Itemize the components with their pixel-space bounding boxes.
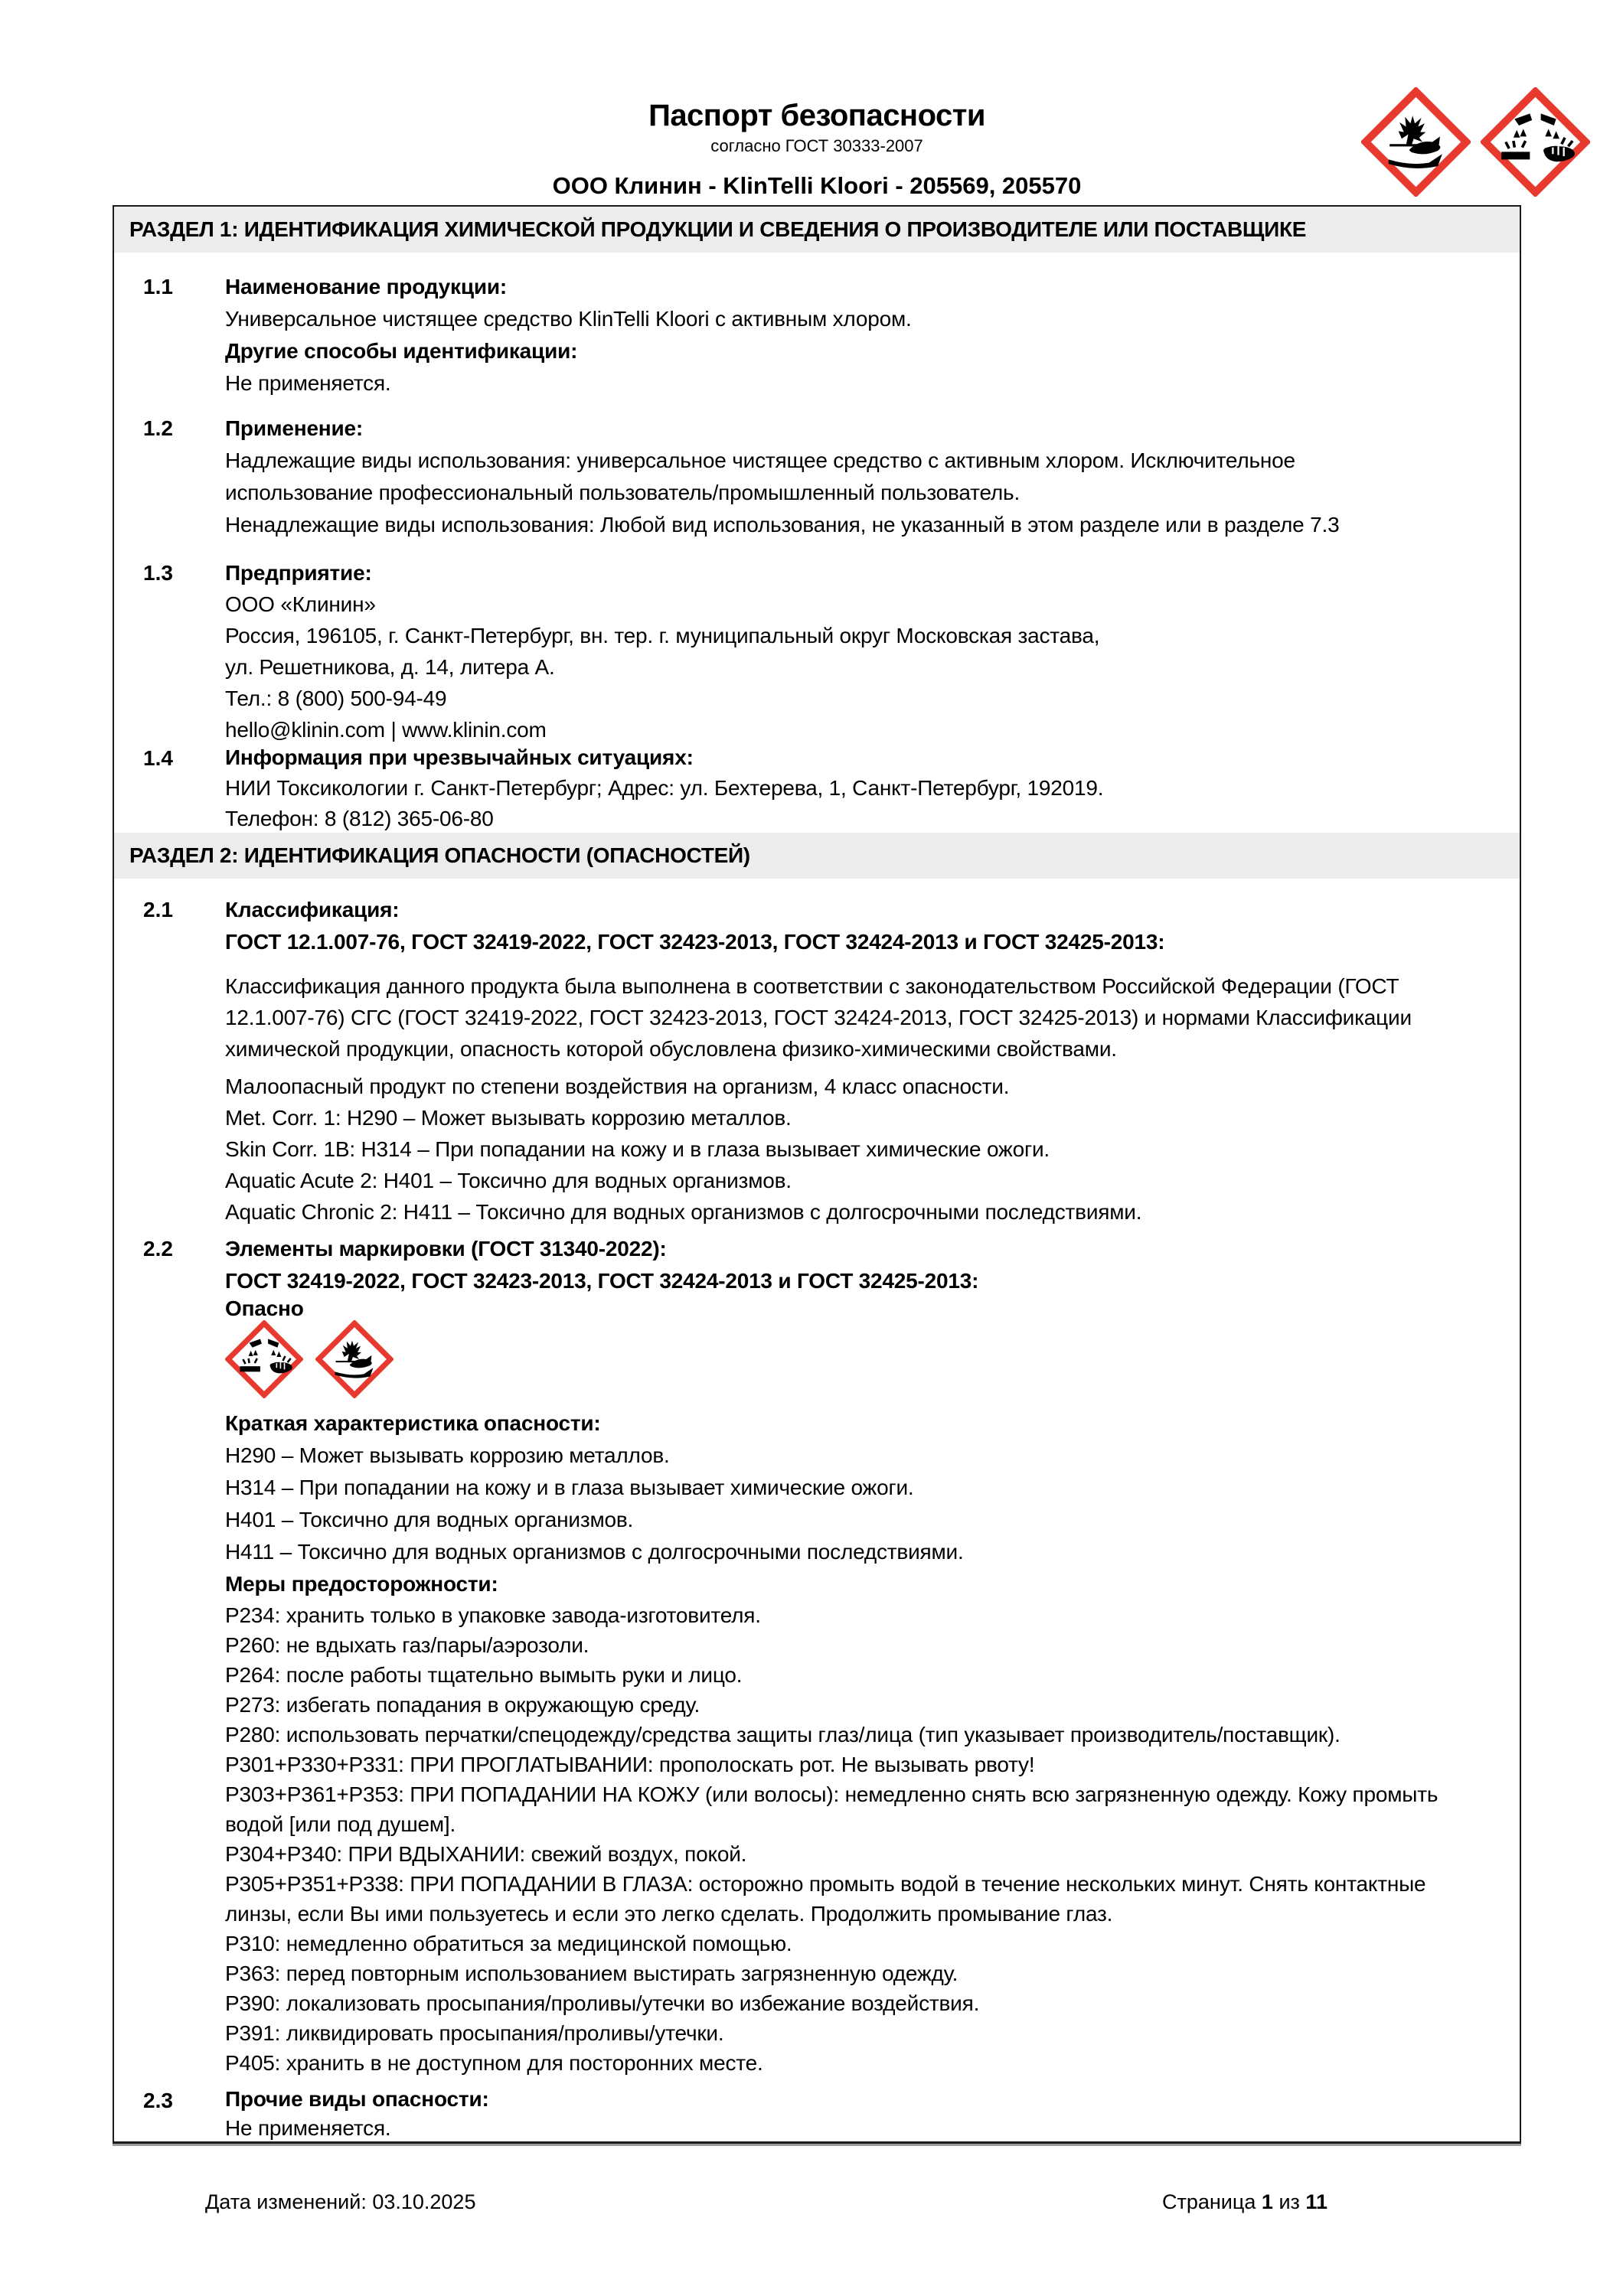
text-line: Не применяется. <box>225 371 391 395</box>
item-number: 1.4 <box>143 746 173 770</box>
text-line: Другие способы идентификации: <box>225 339 578 363</box>
text-line: Классификация данного продукта была выполнена в соответствии с законодательством Российской Федерации (ГОСТ <box>225 974 1399 998</box>
precaution-statements <box>225 1600 1520 2078</box>
precaution-heading: Меры предосторожности: <box>225 1572 498 1596</box>
text-line: H411 – Токсично для водных организмов с долгосрочными последствиями. <box>225 1540 964 1564</box>
revision-date: Дата изменений: 03.10.2025 <box>205 2190 476 2213</box>
section-1-1 <box>143 271 1520 400</box>
text-line: hello@klinin.com | www.klinin.com <box>225 718 547 742</box>
item-line: Не применяется. <box>225 2116 391 2140</box>
text-line: P280: использовать перчатки/спецодежду/средства защиты глаз/лица (тип указывает производитель/поставщик). <box>225 1723 1341 1746</box>
text-line: использование профессиональный пользователь/промышленный пользователь. <box>225 481 1020 504</box>
ghs-environment-icon <box>1361 87 1471 197</box>
ghs-environment-icon <box>315 1320 394 1398</box>
item-lines <box>225 589 1520 745</box>
text-line: P305+P351+P338: ПРИ ПОПАДАНИИ В ГЛАЗА: осторожно промыть водой в течение нескольких минут. Снять контактные <box>225 1872 1426 1896</box>
text-line: P273: избегать попадания в окружающую среду. <box>225 1693 700 1717</box>
text-line: Ненадлежащие виды использования: Любой вид использования, не указанный в этом разделе или в разделе 7.3 <box>225 513 1340 536</box>
document-title: Паспорт безопасности <box>648 99 985 132</box>
hazard-statements-heading: Краткая характеристика опасности: <box>225 1411 601 1435</box>
text-line: Россия, 196105, г. Санкт-Петербург, вн. тер. г. муниципальный округ Московская застава, <box>225 624 1100 647</box>
document-body <box>113 205 1521 2144</box>
gost-list-line: ГОСТ 12.1.007-76, ГОСТ 32419-2022, ГОСТ 32423-2013, ГОСТ 32424-2013 и ГОСТ 32425-2013: <box>225 930 1165 954</box>
text-line: ООО «Клинин» <box>225 592 376 616</box>
text-line: P363: перед повторным использованием выстирать загрязненную одежду. <box>225 1962 958 1985</box>
section-2-header: РАЗДЕЛ 2: ИДЕНТИФИКАЦИЯ ОПАСНОСТИ (ОПАСНОСТЕЙ) <box>114 833 1520 879</box>
section-2-3 <box>143 2085 1520 2143</box>
text-line: ул. Решетникова, д. 14, литера А. <box>225 655 555 679</box>
text-line: P310: немедленно обратиться за медицинской помощью. <box>225 1932 792 1955</box>
classification-paragraph <box>225 970 1520 1065</box>
gost-list-line: ГОСТ 32419-2022, ГОСТ 32423-2013, ГОСТ 32424-2013 и ГОСТ 32425-2013: <box>225 1269 979 1293</box>
text-line: водой [или под душем]. <box>225 1812 456 1836</box>
signal-word: Опасно <box>225 1296 304 1320</box>
text-line: H290 – Может вызывать коррозию металлов. <box>225 1443 670 1467</box>
page-label: Страница <box>1162 2190 1256 2213</box>
text-line: Надлежащие виды использования: универсальное чистящее средство с активным хлором. Исключительное <box>225 448 1295 472</box>
section-1-header: РАЗДЕЛ 1: ИДЕНТИФИКАЦИЯ ХИМИЧЕСКОЙ ПРОДУКЦИИ И СВЕДЕНИЯ О ПРОИЗВОДИТЕЛЕ ИЛИ ПОСТАВЩИКЕ <box>114 207 1520 253</box>
section-2-2 <box>143 1233 1520 2078</box>
item-heading: Наименование продукции: <box>225 275 508 298</box>
item-number: 1.1 <box>143 275 173 298</box>
item-heading: Элементы маркировки (ГОСТ 31340-2022): <box>225 1237 667 1261</box>
text-line: Skin Corr. 1B: H314 – При попадании на кожу и в глаза вызывает химические ожоги. <box>225 1137 1050 1161</box>
text-line: P264: после работы тщательно вымыть руки и лицо. <box>225 1663 743 1687</box>
page-number: 1 <box>1261 2190 1273 2213</box>
text-line: химической продукции, опасность которой обусловлена физико-химическими свойствами. <box>225 1037 1117 1061</box>
text-line: P391: ликвидировать просыпания/проливы/утечки. <box>225 2021 724 2045</box>
ghs-corrosive-icon <box>1481 87 1590 197</box>
section-1-3 <box>143 557 1520 745</box>
top-right-pictograms <box>1361 87 1590 197</box>
page-total: 11 <box>1305 2190 1327 2213</box>
text-line: P405: хранить в не доступном для посторонних месте. <box>225 2051 763 2075</box>
hazard-statements <box>225 1440 1520 1568</box>
item-lines <box>225 773 1520 834</box>
item-lines <box>225 445 1520 541</box>
text-line: Тел.: 8 (800) 500-94-49 <box>225 687 447 710</box>
text-line: Met. Corr. 1: H290 – Может вызывать коррозию металлов. <box>225 1106 792 1130</box>
classification-list <box>225 1102 1520 1228</box>
hazard-class-line: Малоопасный продукт по степени воздействия на организм, 4 класс опасности. <box>225 1075 1010 1098</box>
item-number: 2.2 <box>143 1237 173 1261</box>
text-line: 12.1.007-76) СГС (ГОСТ 32419-2022, ГОСТ 32423-2013, ГОСТ 32424-2013, ГОСТ 32425-2013) и нормами Классификации <box>225 1006 1412 1029</box>
text-line: НИИ Токсикологии г. Санкт-Петербург; Адрес: ул. Бехтерева, 1, Санкт-Петербург, 192019. <box>225 776 1104 800</box>
item-number: 1.3 <box>143 561 173 585</box>
text-line: P301+P330+P331: ПРИ ПРОГЛАТЫВАНИИ: прополоскать рот. Не вызывать рвоту! <box>225 1753 1035 1776</box>
item-heading: Классификация: <box>225 898 400 921</box>
item-heading: Прочие виды опасности: <box>225 2087 489 2111</box>
text-line: Aquatic Chronic 2: H411 – Токсично для водных организмов с долгосрочными последствиями. <box>225 1200 1142 1224</box>
ghs-corrosive-icon <box>225 1320 303 1398</box>
item-number: 1.2 <box>143 416 173 440</box>
text-line: Телефон: 8 (812) 365-06-80 <box>225 807 494 830</box>
section-1-2 <box>143 413 1520 541</box>
item-heading: Применение: <box>225 416 364 440</box>
item-number: 2.1 <box>143 898 173 921</box>
section-1-4 <box>143 742 1520 834</box>
text-line: P303+P361+P353: ПРИ ПОПАДАНИИ НА КОЖУ (или волосы): немедленно снять всю загрязненную одежду. Кожу промыть <box>225 1782 1438 1806</box>
text-line: P304+P340: ПРИ ВДЫХАНИИ: свежий воздух, покой. <box>225 1842 747 1866</box>
label-pictograms <box>225 1320 1520 1398</box>
text-line: P390: локализовать просыпания/проливы/утечки во избежание воздействия. <box>225 1991 980 2015</box>
item-lines <box>225 303 1520 400</box>
item-heading: Предприятие: <box>225 561 372 585</box>
item-number: 2.3 <box>143 2089 173 2112</box>
text-line: линзы, если Вы ими пользуетесь и если это легко сделать. Продолжить промывание глаз. <box>225 1902 1113 1926</box>
document-subtitle: согласно ГОСТ 30333-2007 <box>710 136 923 155</box>
text-line: Aquatic Acute 2: H401 – Токсично для водных организмов. <box>225 1169 792 1192</box>
text-line: P260: не вдыхать газ/пары/аэрозоли. <box>225 1633 589 1657</box>
page-of-label: из <box>1278 2190 1300 2213</box>
text-line: H314 – При попадании на кожу и в глаза вызывает химические ожоги. <box>225 1476 914 1499</box>
text-line: P234: хранить только в упаковке завода-изготовителя. <box>225 1603 761 1627</box>
text-line: Универсальное чистящее средство KlinTelli Kloori с активным хлором. <box>225 307 912 331</box>
item-heading: Информация при чрезвычайных ситуациях: <box>225 745 694 769</box>
section-2-1 <box>143 894 1520 1228</box>
product-identifier: ООО Клинин - KlinTelli Kloori - 205569, 205570 <box>552 172 1082 199</box>
text-line: H401 – Токсично для водных организмов. <box>225 1508 634 1531</box>
page-indicator <box>1162 2189 1327 2215</box>
